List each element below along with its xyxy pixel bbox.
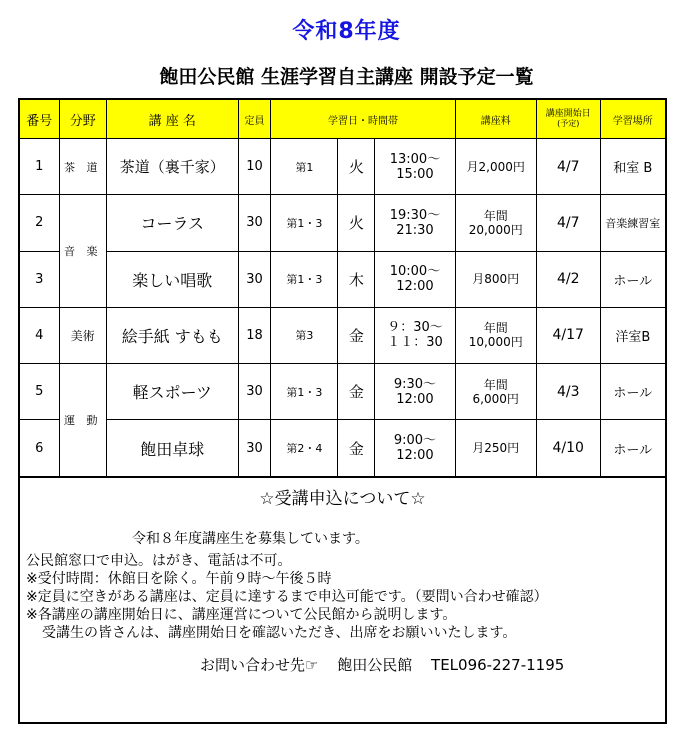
row-fee-line1: 月2,000円	[466, 159, 525, 174]
row-no: 5	[19, 364, 59, 420]
contact-tel: TEL096-227-1195	[431, 656, 565, 674]
row-time-start: 9:30～	[393, 376, 437, 392]
row-fee	[455, 307, 536, 363]
row-place: 音楽練習室	[600, 195, 666, 251]
row-week: 第2・4	[271, 420, 338, 477]
row-field: 茶 道	[59, 139, 106, 195]
table-row	[19, 307, 666, 363]
row-capacity: 10	[238, 139, 271, 195]
notice-line: ※各講座の講座開始日に、講座運営について公民館から説明します。	[26, 607, 457, 623]
row-day: 火	[338, 195, 375, 251]
notice-line: 公民館窓口で申込。はがき、電話は不可。	[26, 553, 292, 569]
table-row	[19, 195, 666, 251]
row-course-name: 軽スポーツ	[106, 364, 238, 420]
row-fee-line2: 6,000円	[472, 391, 519, 406]
row-time-end: 12:00	[396, 391, 434, 407]
header-schedule: 学習日・時間帯	[271, 99, 455, 139]
header-no: 番号	[19, 99, 59, 139]
row-time-end: 12:00	[396, 448, 434, 464]
row-course-name: コーラス	[106, 195, 238, 251]
row-start-date: 4/7	[536, 195, 600, 251]
contact-info	[200, 654, 578, 675]
row-fee	[455, 251, 536, 307]
row-capacity: 30	[238, 251, 271, 307]
header-field: 分野	[59, 99, 106, 139]
row-fee-line1: 年間	[483, 377, 508, 392]
row-place: 洋室B	[600, 307, 666, 363]
row-course-name: 飽田卓球	[106, 420, 238, 477]
table-row	[19, 139, 666, 195]
row-fee	[455, 420, 536, 477]
row-time-start: 19:30～	[389, 207, 441, 223]
row-fee-line1: 年間	[483, 208, 508, 223]
notice-line: 受講生の皆さんは、講座開始日を確認いただき、出席をお願いいたします。	[42, 625, 517, 641]
row-place: 和室 B	[600, 139, 666, 195]
row-day: 火	[338, 139, 375, 195]
notice-line: 令和８年度講座生を募集しています。	[132, 531, 369, 547]
row-no: 4	[19, 307, 59, 363]
header-start-line2: (予定)	[557, 119, 580, 128]
row-fee	[455, 364, 536, 420]
row-fee-line2: 10,000円	[468, 335, 523, 350]
page-title: 飽田公民館 生涯学習自主講座 開設予定一覧	[159, 66, 534, 88]
row-time-end: 12:00	[396, 279, 434, 295]
row-week: 第1	[271, 139, 338, 195]
row-fee-line1: 月250円	[472, 441, 520, 456]
header-course-name: 講 座 名	[106, 99, 238, 139]
row-start-date: 4/3	[536, 364, 600, 420]
row-time	[375, 251, 455, 307]
row-fee	[455, 139, 536, 195]
notice-line: ※定員に空きがある講座は、定員に達するまで申込可能です。（要問い合わせ確認）	[26, 589, 548, 605]
row-no: 1	[19, 139, 59, 195]
row-day: 金	[338, 364, 375, 420]
notice-line: ※受付時間：休館日を除く。午前９時～午後５時	[26, 571, 332, 587]
row-day: 金	[338, 307, 375, 363]
row-week: 第3	[271, 307, 338, 363]
row-capacity: 30	[238, 195, 271, 251]
row-time-start: 13:00～	[389, 151, 441, 167]
row-time	[375, 195, 455, 251]
row-fee-line1: 月800円	[472, 272, 520, 287]
row-start-date: 4/10	[536, 420, 600, 477]
row-field: 美術	[59, 307, 106, 363]
row-day: 金	[338, 420, 375, 477]
header-capacity: 定員	[238, 99, 271, 139]
year-title: 令和8年度	[292, 19, 401, 44]
row-time-end: 15:00	[396, 166, 434, 182]
contact-label: お問い合わせ先☞	[200, 656, 319, 674]
row-day: 木	[338, 251, 375, 307]
row-field: 運 動	[59, 364, 106, 478]
row-course-name: 絵手紙 すもも	[106, 307, 238, 363]
notice-title: ☆受講申込について☆	[259, 489, 426, 509]
row-time-start: 9:00～	[393, 433, 437, 449]
row-place: ホール	[600, 251, 666, 307]
row-week: 第1・3	[271, 251, 338, 307]
row-course-name: 茶道（裏千家）	[106, 139, 238, 195]
course-table	[18, 98, 667, 478]
row-field: 音 楽	[59, 195, 106, 308]
row-fee-line2: 20,000円	[468, 222, 523, 237]
row-time-start: 10:00～	[389, 264, 441, 280]
header-start-line1: 講座開始日	[545, 109, 591, 119]
row-no: 3	[19, 251, 59, 307]
row-start-date: 4/17	[536, 307, 600, 363]
row-fee-line1: 年間	[483, 321, 508, 336]
row-time	[375, 139, 455, 195]
row-week: 第1・3	[271, 195, 338, 251]
table-row	[19, 420, 666, 477]
row-no: 2	[19, 195, 59, 251]
row-time-end: 21:30	[396, 222, 434, 238]
row-time-end: １１：30	[387, 335, 443, 351]
contact-org: 飽田公民館	[337, 656, 413, 674]
row-capacity: 18	[238, 307, 271, 363]
table-header-row	[19, 99, 666, 139]
header-fee: 講座料	[455, 99, 536, 139]
row-time	[375, 307, 455, 363]
row-start-date: 4/2	[536, 251, 600, 307]
row-place: ホール	[600, 364, 666, 420]
row-time	[375, 420, 455, 477]
notice-box	[18, 478, 667, 724]
table-row	[19, 364, 666, 420]
row-course-name: 楽しい唱歌	[106, 251, 238, 307]
row-time-start: ９：30～	[387, 320, 443, 336]
row-time	[375, 364, 455, 420]
row-start-date: 4/7	[536, 139, 600, 195]
row-week: 第1・3	[271, 364, 338, 420]
row-no: 6	[19, 420, 59, 477]
row-fee	[455, 195, 536, 251]
row-capacity: 30	[238, 364, 271, 420]
table-row	[19, 251, 666, 307]
header-start-date	[536, 99, 600, 139]
header-place: 学習場所	[600, 99, 666, 139]
row-place: ホール	[600, 420, 666, 477]
row-capacity: 30	[238, 420, 271, 477]
